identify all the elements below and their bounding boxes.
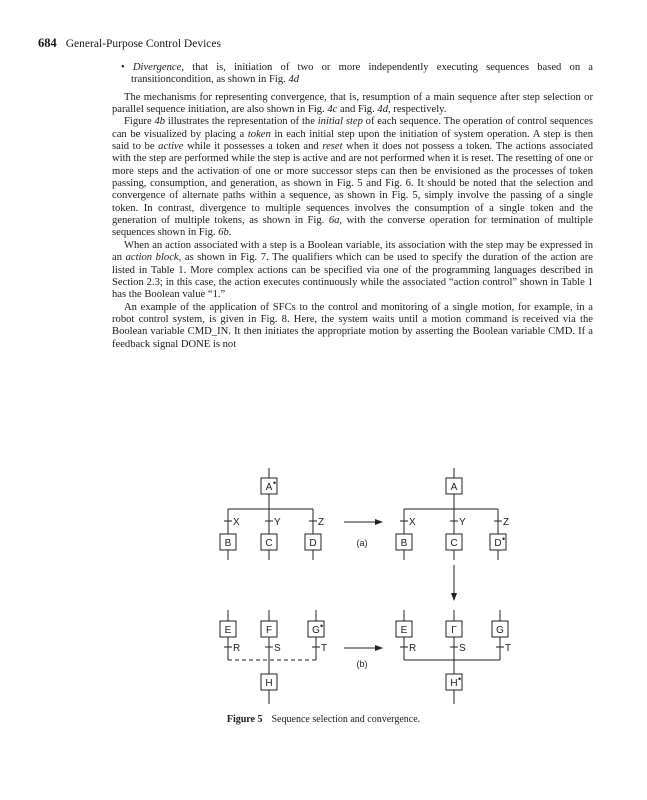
panel-label-b: (b)	[356, 659, 368, 669]
token-h-right: •	[458, 674, 462, 684]
transition-t-right: T	[505, 643, 512, 654]
transition-t-left: T	[321, 643, 328, 654]
step-b-right: B	[400, 538, 408, 549]
transition-x-right: X	[409, 517, 416, 528]
step-g-right: G	[496, 625, 504, 636]
paragraph-convergence: The mechanisms for representing convergence, that is, resumption of a main sequence after step selection or parallel sequence initiation, are also shown in Fig. 4c and Fig. 4d, respectively.	[112, 91, 593, 116]
figure-caption	[0, 714, 647, 725]
step-b-left: B	[224, 538, 232, 549]
transition-y-right: Y	[459, 517, 466, 528]
step-d-right: D	[494, 538, 502, 549]
figure-5	[0, 455, 647, 755]
step-d-left: D	[309, 538, 317, 549]
transition-r-left: R	[233, 643, 241, 654]
step-f-left: F	[265, 625, 273, 636]
step-e-right: E	[400, 625, 408, 636]
page-number: 684	[38, 36, 57, 50]
token-d-right: •	[502, 534, 506, 544]
step-g-left: G	[312, 625, 320, 636]
paragraph-initial-step: Figure 4b illustrates the representation of the initial step of each sequence. The operation of control sequences can be visualized by placing a token in each initial step upon the initiation of system operation. A step is then said to be active while it possesses a token and reset when it does not possess a token. The actions associated with the step are performed while the step is active and are not performed when it is reset. The resetting of one or more steps and the activation of one or more successor steps can then be envisioned as the processes of token passing, consumption, and generation, as shown in Fig. 5 and Fig. 6. It should be noted that the selection and convergence of alternate paths within a sequence, as shown in Fig. 5, simply involve the passing of a single token. In contrast, divergence to multiple sequences involves the consumption of a single token and the generation of multiple tokens, as shown in Fig. 6a, with the converse operation for termination of multiple sequences shown in Fig. 6b.	[112, 116, 593, 239]
bullet-divergence: • Divergence, that is, initiation of two or more independently executing sequences based on a transitioncondition, as shown in Fig. 4d	[121, 62, 593, 86]
step-e-left: E	[224, 625, 232, 636]
transition-s-left: S	[274, 643, 281, 654]
paragraph-example: An example of the application of SFCs to the control and monitoring of a single motion, for example, in a robot control system, is given in Fig. 8. Here, the system waits until a motion command is received via the Boolean variable CMD_IN. It then initiates the appropriate motion by asserting the Boolean variable CMD. If a feedback signal DONE is not	[112, 301, 593, 350]
panel-label-a: (a)	[356, 538, 368, 548]
sfc-diagram	[0, 455, 647, 715]
term-divergence: Divergence,	[132, 62, 184, 73]
step-c-right: C	[450, 538, 458, 549]
step-a-right: A	[450, 482, 458, 493]
transition-r-right: R	[409, 643, 417, 654]
transition-s-right: S	[459, 643, 466, 654]
token-g-left: •	[320, 621, 324, 631]
transition-z-left: Z	[318, 517, 325, 528]
token-a-left: •	[273, 478, 277, 488]
paragraph-action-block: When an action associated with a step is a Boolean variable, its association with the step may be expressed in an action block, as shown in Fig. 7. The qualifiers which can be used to specify the duration of the action are listed in Table 1. More complex actions can be specified via one of the programming languages described in Section 2.3; in this case, the action executes continuously while the associated “action control” shown in Table 1 has the Boolean value “1.”	[112, 239, 594, 301]
running-title: General-Purpose Control Devices	[65, 38, 221, 50]
step-f-right: Γ	[451, 625, 457, 636]
caption-label: Figure 5	[226, 714, 263, 725]
step-a-left: A	[265, 482, 273, 493]
caption-text: Sequence selection and convergence.	[271, 714, 421, 725]
step-h-right: H	[450, 678, 458, 689]
transition-z-right: Z	[503, 517, 510, 528]
running-head	[38, 36, 221, 51]
body-text	[112, 62, 593, 351]
step-c-left: C	[265, 538, 273, 549]
step-h-left: H	[265, 678, 273, 689]
transition-x-left: X	[233, 517, 240, 528]
transition-y-left: Y	[274, 517, 281, 528]
fig-ref: 4d	[288, 74, 300, 86]
